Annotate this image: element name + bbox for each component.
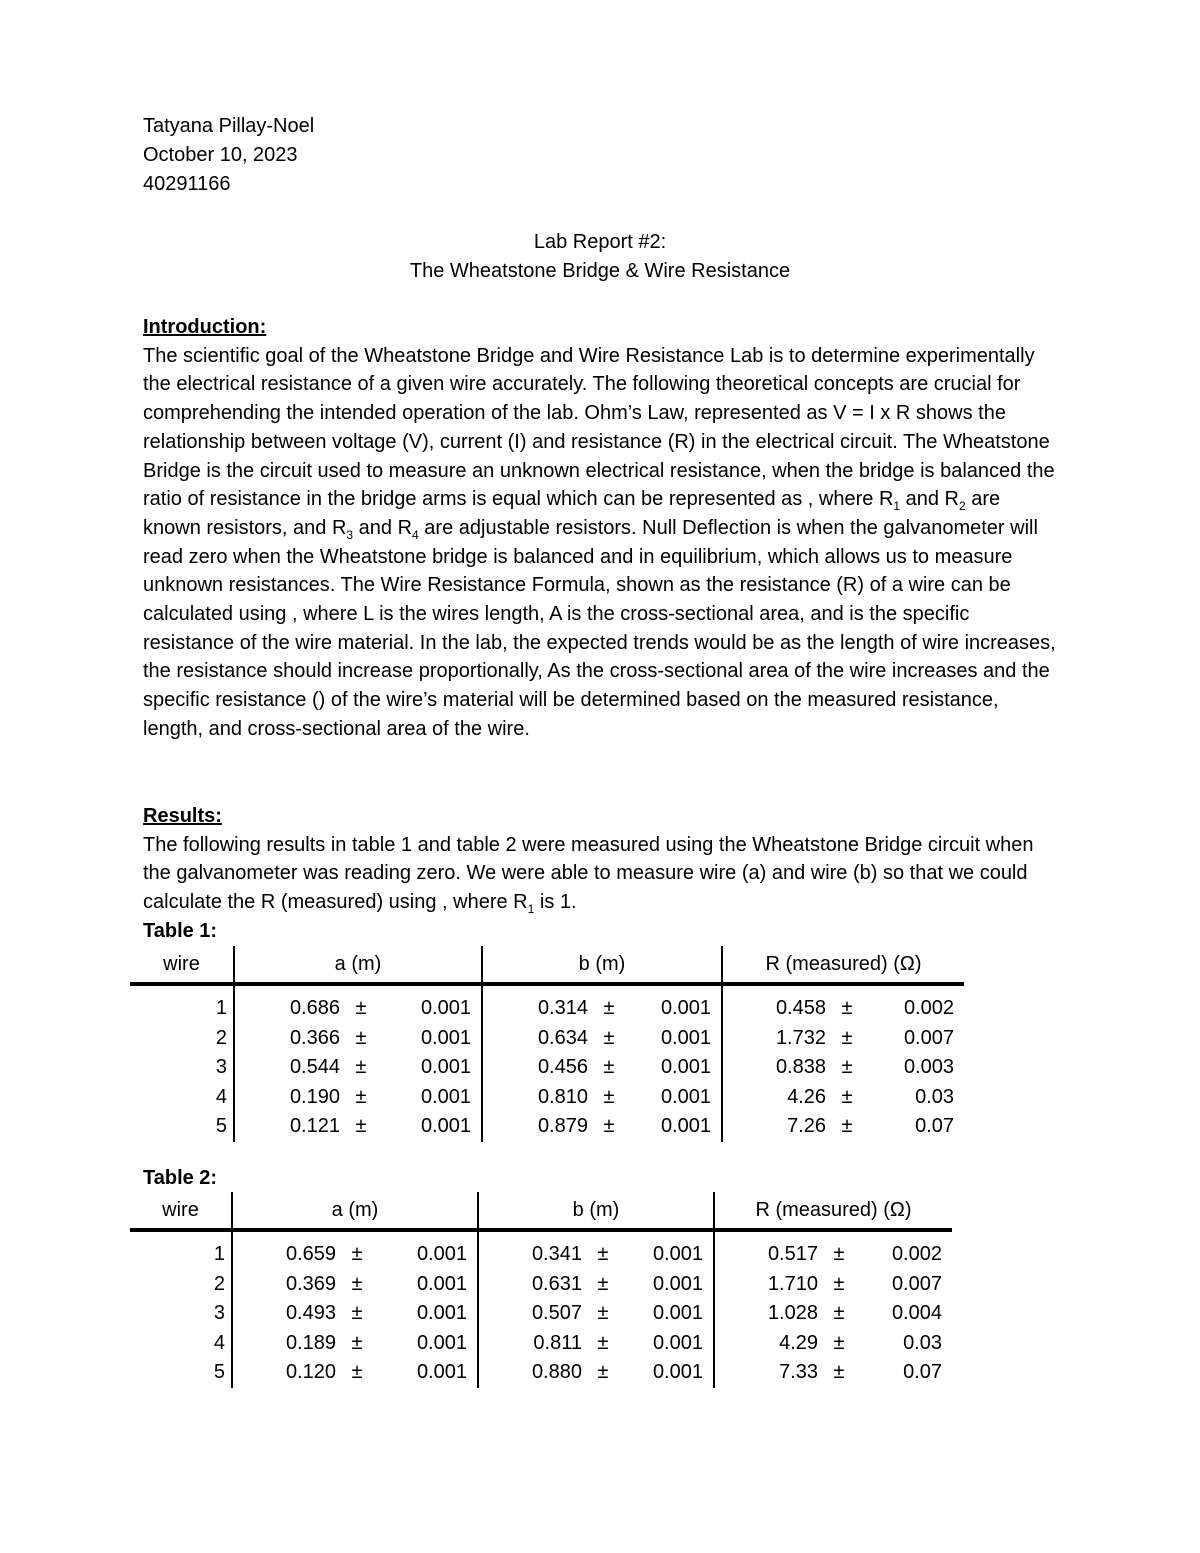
cell-wire: 4: [215, 1085, 227, 1108]
cell-r-pm: ±: [841, 1056, 853, 1079]
table-row: [130, 1083, 964, 1113]
cell-r-value: 0.838: [722, 1053, 826, 1083]
cell-wire: 3: [213, 1302, 225, 1325]
cell-wire: 1: [213, 1243, 225, 1266]
table2-label: Table 2:: [143, 1167, 218, 1189]
cell-r-error: 0.03: [903, 1331, 942, 1354]
table2-header-b: b (m): [478, 1192, 714, 1230]
cell-r-value: 1.710: [714, 1270, 818, 1300]
cell-r-value: 4.26: [722, 1083, 826, 1113]
cell-b-pm: ±: [597, 1331, 609, 1354]
cell-a-value: 0.121: [234, 1112, 340, 1142]
cell-r-value: 7.26: [722, 1112, 826, 1142]
table1-label: Table 1:: [143, 920, 218, 942]
cell-a-pm: ±: [355, 1085, 367, 1108]
report-date: October 10, 2023: [143, 144, 298, 166]
intro-text-3: are known resistors, and R: [143, 488, 1001, 539]
cell-b-error: 0.001: [660, 1056, 711, 1079]
cell-b-error: 0.001: [652, 1272, 703, 1295]
results-heading: Results:: [143, 805, 222, 827]
cell-a-error: 0.001: [420, 1085, 471, 1108]
table2-header-r: R (measured) (Ω): [714, 1192, 952, 1230]
cell-b-value: 0.880: [478, 1358, 582, 1388]
cell-b-pm: ±: [603, 997, 615, 1020]
cell-b-error: 0.001: [652, 1361, 703, 1384]
cell-a-value: 0.369: [232, 1270, 336, 1300]
results-text-2: is 1.: [534, 891, 577, 914]
subscript: 1: [893, 499, 901, 514]
cell-wire: 5: [213, 1361, 225, 1384]
cell-a-value: 0.686: [234, 994, 340, 1024]
cell-b-error: 0.001: [660, 1085, 711, 1108]
subscript: 1: [527, 902, 535, 917]
cell-a-pm: ±: [351, 1302, 363, 1325]
table1-header-a: a (m): [234, 946, 482, 984]
cell-a-error: 0.001: [416, 1331, 467, 1354]
cell-a-value: 0.659: [232, 1240, 336, 1270]
cell-b-pm: ±: [603, 1026, 615, 1049]
intro-text-1: The scientific goal of the Wheatstone Bridge and Wire Resistance Lab is to determine experimentally the electrical resistance of a given wire accurately. The following theoretical concepts are crucial for comprehending the intended operation of the lab. Ohm’s Law, represented as V = I x R shows the relationship between voltage (V), current (I) and resistance (R) in the electrical circuit. The Wheatstone Bridge is the circuit used to measure an unknown electrical resistance, when the bridge is balanced the ratio of resistance in the bridge arms is equal which can be represented as , where R: [143, 344, 1055, 511]
subscript: 3: [346, 527, 354, 542]
cell-r-error: 0.07: [915, 1115, 954, 1138]
cell-r-error: 0.002: [891, 1243, 942, 1266]
cell-r-error: 0.07: [903, 1361, 942, 1384]
cell-wire: 2: [213, 1272, 225, 1295]
table1-header-wire: wire: [130, 946, 234, 984]
cell-b-error: 0.001: [652, 1243, 703, 1266]
cell-b-pm: ±: [597, 1361, 609, 1384]
cell-r-error: 0.007: [903, 1026, 954, 1049]
intro-text-2: and R: [900, 488, 960, 511]
cell-a-pm: ±: [355, 1115, 367, 1138]
cell-r-error: 0.004: [891, 1302, 942, 1325]
table-row: [130, 1329, 952, 1359]
subscript: 4: [412, 527, 419, 542]
cell-b-value: 0.634: [482, 1024, 588, 1054]
cell-b-pm: ±: [597, 1272, 609, 1295]
cell-r-pm: ±: [833, 1302, 845, 1325]
cell-a-pm: ±: [351, 1331, 363, 1354]
table-row: [130, 1240, 952, 1270]
introduction-paragraph: [143, 342, 1063, 744]
cell-r-value: 1.732: [722, 1024, 826, 1054]
cell-b-error: 0.001: [660, 997, 711, 1020]
cell-r-error: 0.03: [915, 1085, 954, 1108]
cell-b-value: 0.507: [478, 1299, 582, 1329]
cell-a-value: 0.190: [234, 1083, 340, 1113]
table1-header-row: [130, 946, 964, 984]
cell-r-pm: ±: [833, 1361, 845, 1384]
cell-a-pm: ±: [355, 1056, 367, 1079]
table-row: [130, 1053, 964, 1083]
results-text-1: The following results in table 1 and table 2 were measured using the Wheatstone Bridge circuit when the galvanometer was reading zero. We were able to measure wire (a) and wire (b) so that we could calculate the R (measured) using , where R: [143, 833, 1034, 914]
cell-a-value: 0.120: [232, 1358, 336, 1388]
cell-b-value: 0.810: [482, 1083, 588, 1113]
cell-a-error: 0.001: [420, 997, 471, 1020]
table-row: [130, 994, 964, 1024]
cell-r-value: 1.028: [714, 1299, 818, 1329]
student-id: 40291166: [143, 173, 231, 195]
cell-r-pm: ±: [841, 1026, 853, 1049]
cell-b-value: 0.456: [482, 1053, 588, 1083]
cell-a-value: 0.493: [232, 1299, 336, 1329]
cell-b-value: 0.631: [478, 1270, 582, 1300]
table-row: [130, 1358, 952, 1388]
report-title: [0, 228, 1200, 286]
cell-wire: 4: [213, 1331, 225, 1354]
cell-r-pm: ±: [841, 1085, 853, 1108]
cell-b-pm: ±: [603, 1085, 615, 1108]
cell-b-pm: ±: [597, 1243, 609, 1266]
cell-a-error: 0.001: [416, 1243, 467, 1266]
cell-r-pm: ±: [841, 1115, 853, 1138]
cell-b-value: 0.341: [478, 1240, 582, 1270]
cell-b-error: 0.001: [652, 1302, 703, 1325]
cell-b-error: 0.001: [660, 1026, 711, 1049]
cell-r-value: 0.458: [722, 994, 826, 1024]
cell-wire: 1: [215, 997, 227, 1020]
cell-b-error: 0.001: [652, 1331, 703, 1354]
cell-wire: 3: [215, 1056, 227, 1079]
cell-b-value: 0.314: [482, 994, 588, 1024]
cell-a-pm: ±: [351, 1272, 363, 1295]
cell-b-value: 0.811: [478, 1329, 582, 1359]
cell-b-pm: ±: [603, 1056, 615, 1079]
cell-r-pm: ±: [833, 1331, 845, 1354]
table-row: [130, 1112, 964, 1142]
cell-a-pm: ±: [351, 1243, 363, 1266]
table-row: [130, 1270, 952, 1300]
cell-b-pm: ±: [603, 1115, 615, 1138]
table2-header-row: [130, 1192, 952, 1230]
table1-header-b: b (m): [482, 946, 722, 984]
cell-r-pm: ±: [841, 997, 853, 1020]
cell-b-error: 0.001: [660, 1115, 711, 1138]
cell-a-error: 0.001: [420, 1115, 471, 1138]
table-row: [130, 1024, 964, 1054]
cell-a-error: 0.001: [416, 1272, 467, 1295]
introduction-heading: Introduction:: [143, 316, 267, 338]
cell-wire: 2: [215, 1026, 227, 1049]
table2: [130, 1192, 952, 1388]
results-section: [143, 802, 1063, 917]
cell-a-value: 0.189: [232, 1329, 336, 1359]
cell-a-pm: ±: [355, 997, 367, 1020]
intro-text-5: are adjustable resistors. Null Deflection is when the galvanometer will read zero when the Wheatstone bridge is balanced and in equilibrium, which allows us to measure unknown resistances. The Wire Resistance Formula, shown as the resistance (R) of a wire can be calculated using , where L is the wires length, A is the cross-sectional area, and is the specific resistance of the wire material. In the lab, the expected trends would be as the length of wire increases, the resistance should increase proportionally, As the cross-sectional area of the wire increases and the specific resistance () of the wire’s material will be determined based on the measured resistance, length, and cross-sectional area of the wire.: [143, 516, 1056, 740]
cell-a-error: 0.001: [416, 1361, 467, 1384]
cell-b-pm: ±: [597, 1302, 609, 1325]
cell-a-value: 0.544: [234, 1053, 340, 1083]
table2-header-a: a (m): [232, 1192, 478, 1230]
cell-a-pm: ±: [355, 1026, 367, 1049]
introduction-section: [143, 313, 1063, 744]
table1-header-r: R (measured) (Ω): [722, 946, 964, 984]
results-paragraph: [143, 831, 1063, 917]
table-row: [130, 1299, 952, 1329]
cell-r-value: 0.517: [714, 1240, 818, 1270]
author-block: [143, 112, 314, 199]
table2-header-wire: wire: [130, 1192, 232, 1230]
subscript: 2: [959, 499, 966, 514]
cell-wire: 5: [215, 1115, 227, 1138]
author-name: Tatyana Pillay-Noel: [143, 115, 315, 137]
report-title-line1: Lab Report #2:: [533, 231, 667, 253]
cell-r-error: 0.007: [891, 1272, 942, 1295]
cell-a-error: 0.001: [416, 1302, 467, 1325]
cell-r-pm: ±: [833, 1243, 845, 1266]
cell-r-value: 4.29: [714, 1329, 818, 1359]
cell-r-pm: ±: [833, 1272, 845, 1295]
cell-a-error: 0.001: [420, 1056, 471, 1079]
cell-a-pm: ±: [351, 1361, 363, 1384]
report-title-line2: The Wheatstone Bridge & Wire Resistance: [409, 260, 791, 282]
intro-text-4: and R: [353, 516, 413, 539]
table1: [130, 946, 964, 1142]
cell-r-value: 7.33: [714, 1358, 818, 1388]
cell-b-value: 0.879: [482, 1112, 588, 1142]
cell-a-value: 0.366: [234, 1024, 340, 1054]
cell-r-error: 0.003: [903, 1056, 954, 1079]
cell-a-error: 0.001: [420, 1026, 471, 1049]
cell-r-error: 0.002: [903, 997, 954, 1020]
